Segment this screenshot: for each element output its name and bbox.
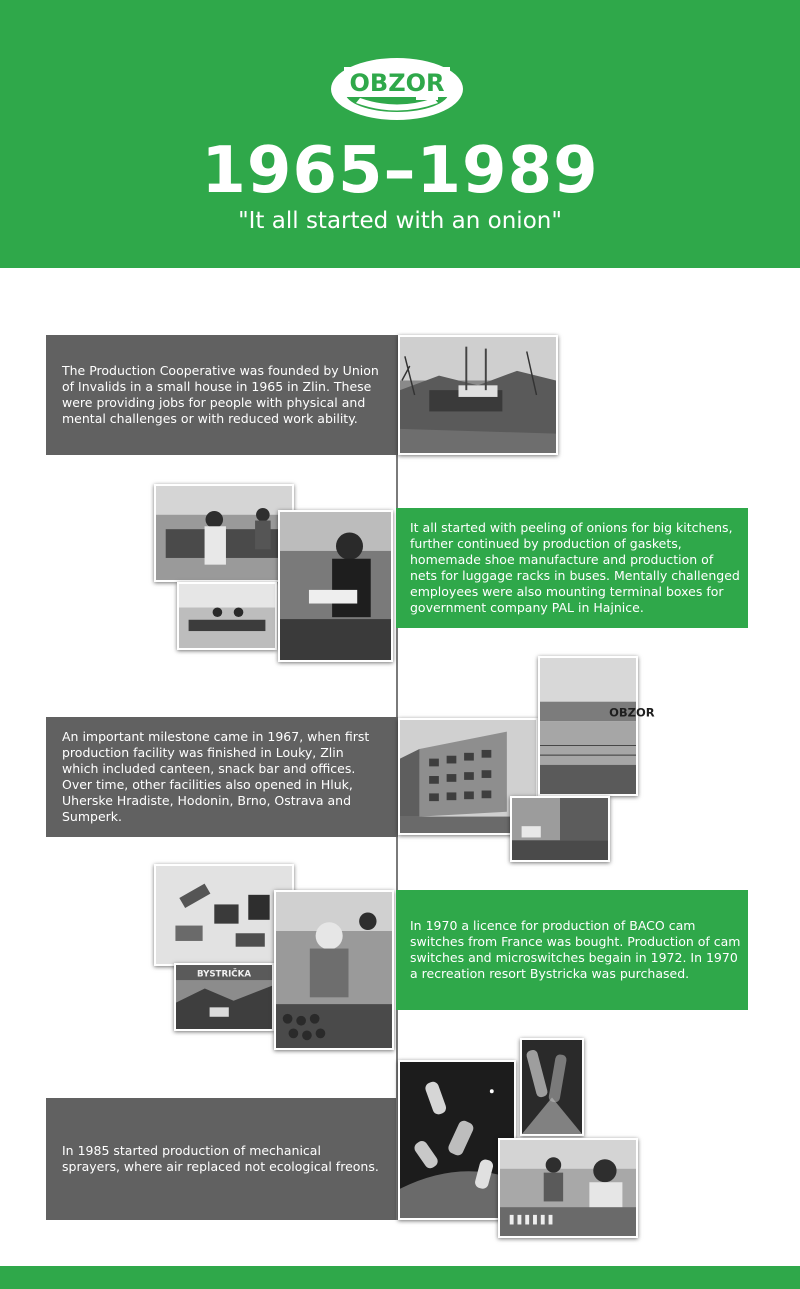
postcard-text: BYSTRIČKA [196,969,252,980]
photo-sprayer-workers [498,1138,638,1238]
timeline-entry-1985 [46,1098,396,1220]
photo-cam-switches [154,864,294,966]
entry-text: An important milestone came in 1967, when first production facility was finished in Louky, Zlin which included canteen, snack bar and offices. Over time, other facilities also opened in Hluk, Uherske Hradiste, Hodonin, Brno, Ostrava and Sumperk. [62,729,370,824]
timeline-entry-1965 [46,335,398,455]
entry-text: In 1985 started production of mechanical sprayers, where air replaced not ecological freons. [62,1143,379,1174]
timeline-entry-1967 [46,717,398,837]
entry-text: It all started with peeling of onions for big kitchens, further continued by production of gaskets, homemade shoe manufacture and production of nets for luggage racks in buses. Mentally challenged employees were also mounting terminal boxes for government company PAL in Hajnice. [410,520,740,615]
photo-sprayer-nozzles [520,1038,584,1136]
entry-text: In 1970 a licence for production of BACO cam switches from France was bought. Production of cam switches and microswitches begain in 1972. In 1970 a recreation resort Bystricka was purchased. [410,918,741,981]
factory-sign-text: OBZOR [609,705,655,720]
photo-obzor-gate [538,656,655,796]
photo-small-house [398,335,558,455]
photo-workshop [154,484,294,582]
header-banner [0,0,800,268]
photo-bystricka-postcard [174,963,274,1031]
photo-office [177,582,277,650]
obzor-logo [326,54,468,124]
timeline-entry-onions [396,508,748,628]
entry-text: The Production Cooperative was founded by Union of Invalids in a small house in 1965 in Zlin. These were providing jobs for people with physical and mental challenges or with reduced work ability. [62,363,379,426]
footer-bar [0,1266,800,1289]
years-title: 1965–1989 [201,134,599,208]
obzor-logo-text: OBZOR [349,69,445,97]
photo-assembly-worker [274,890,394,1050]
photo-woman-reading [278,510,393,662]
photo-facility-street [510,796,610,862]
tagline: "It all started with an onion" [238,208,562,234]
timeline-entry-1970 [396,890,748,1010]
